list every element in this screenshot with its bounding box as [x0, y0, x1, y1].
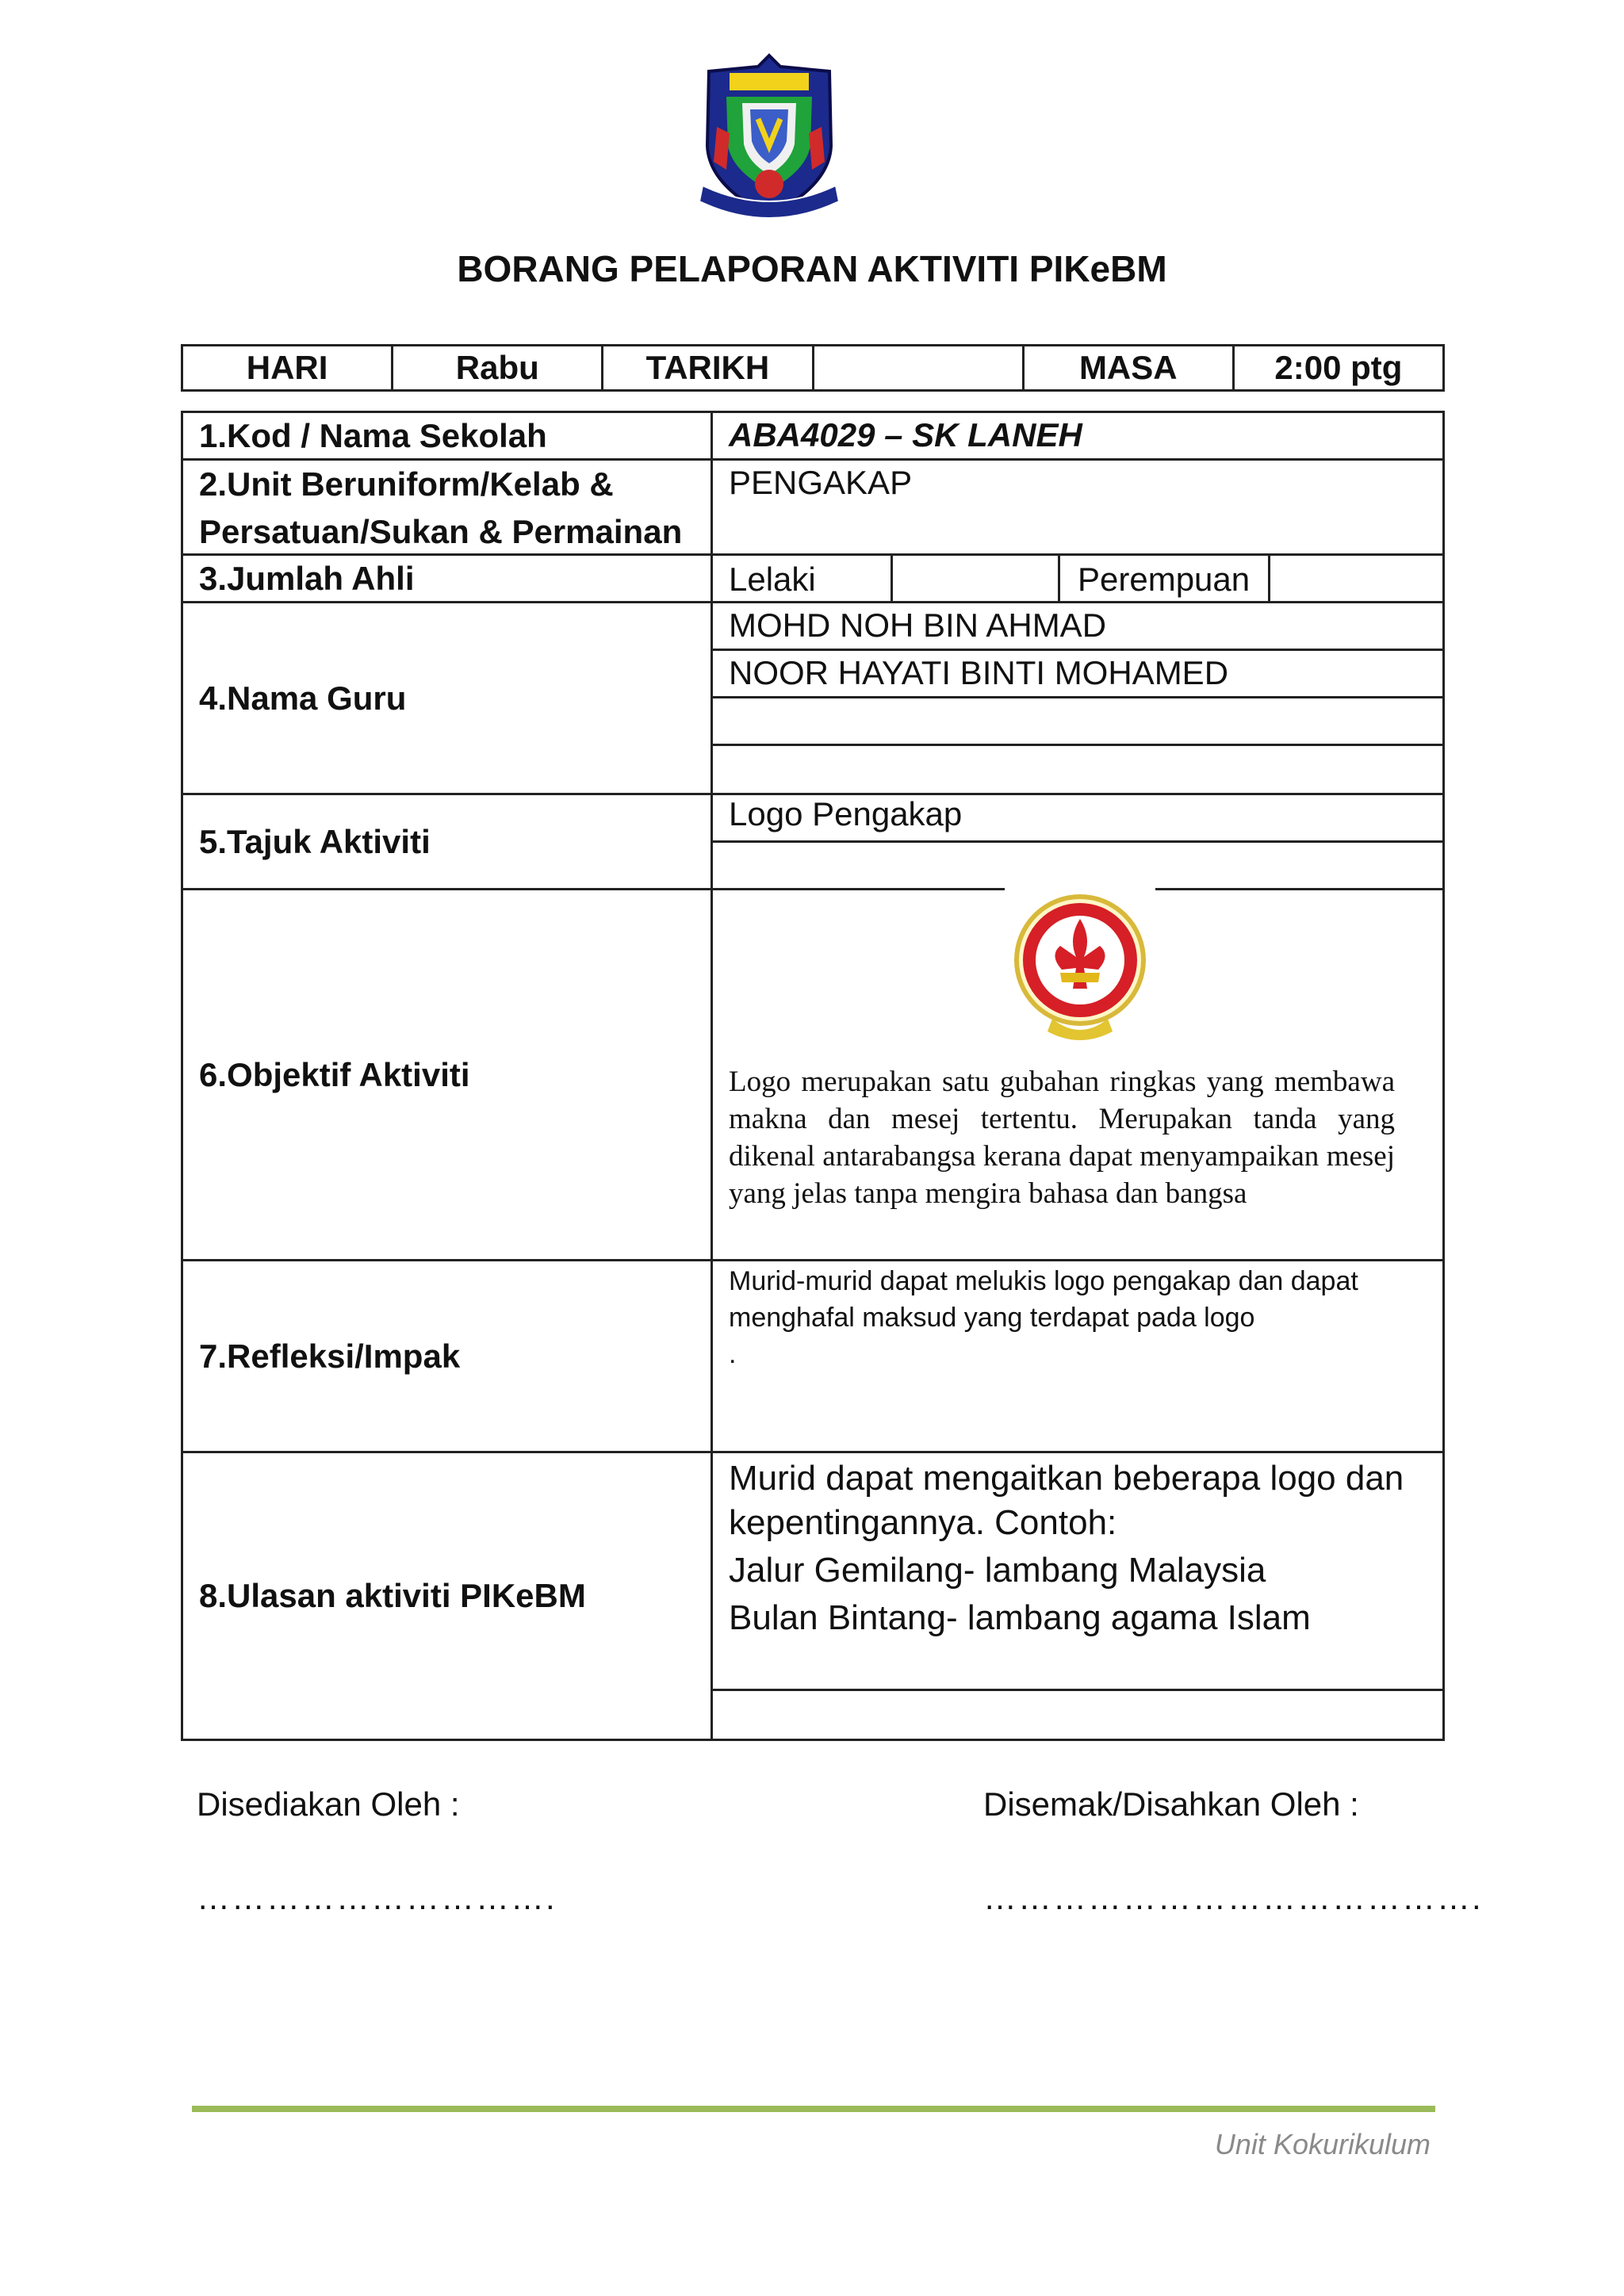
row-nama-guru [183, 603, 1442, 795]
guru-name-1[interactable]: MOHD NOH BIN AHMAD [729, 607, 1107, 644]
row-unit [183, 461, 1442, 556]
kod-sekolah-label: 1.Kod / Nama Sekolah [183, 413, 713, 458]
lelaki-value[interactable] [891, 556, 1060, 601]
refleksi-bullet: . [729, 1339, 737, 1369]
tarikh-value[interactable] [814, 346, 1025, 389]
verified-by-label: Disemak/Disahkan Oleh : [983, 1785, 1359, 1823]
ulasan-line-4[interactable]: Bulan Bintang- lambang agama Islam [729, 1598, 1311, 1637]
row-objektif [183, 890, 1442, 1261]
lelaki-label: Lelaki [729, 561, 816, 598]
masa-value[interactable]: 2:00 ptg [1274, 349, 1403, 386]
hari-label: HARI [183, 346, 393, 389]
tajuk-aktiviti-label: 5.Tajuk Aktiviti [183, 795, 713, 888]
hari-value[interactable]: Rabu [393, 346, 603, 389]
perempuan-value[interactable] [1268, 556, 1442, 601]
ulasan-line-2[interactable]: kepentingannya. Contoh: [729, 1503, 1117, 1542]
unit-label: 2.Unit Beruniform/Kelab & Persatuan/Sukan & Permainan [183, 461, 713, 553]
footer-text: Unit Kokurikulum [1214, 2128, 1431, 2160]
objektif-label: 6.Objektif Aktiviti [183, 890, 713, 1259]
row-tajuk-aktiviti [183, 795, 1442, 890]
ulasan-label: 8.Ulasan aktiviti PIKeBM [183, 1453, 713, 1739]
ulasan-line-3[interactable]: Jalur Gemilang- lambang Malaysia [729, 1551, 1266, 1590]
unit-value[interactable]: PENGAKAP [729, 464, 913, 501]
report-table [181, 411, 1445, 1741]
footer-divider [192, 2106, 1435, 2112]
nama-guru-label: 4.Nama Guru [183, 603, 713, 793]
kod-sekolah-value[interactable]: ABA4029 – SK LANEH [729, 416, 1082, 453]
jumlah-ahli-label: 3.Jumlah Ahli [183, 556, 713, 601]
objektif-text[interactable]: Logo merupakan satu gubahan ringkas yang membawa makna dan mesej tertentu. Merupakan tanda yang dikenal antarabangsa kerana dapat menyampaikan mesej yang jelas tanpa mengira bahasa dan bangsa [729, 1066, 1395, 1210]
header-table [181, 344, 1445, 392]
row-ulasan [183, 1453, 1442, 1739]
row-refleksi [183, 1261, 1442, 1453]
row-kod-sekolah [183, 413, 1442, 461]
tajuk-aktiviti-value[interactable]: Logo Pengakap [729, 795, 963, 832]
row-jumlah-ahli [183, 556, 1442, 603]
perempuan-label: Perempuan [1078, 561, 1251, 598]
refleksi-text[interactable]: Murid-murid dapat melukis logo pengakap dan dapat menghafal maksud yang terdapat pada logo [729, 1266, 1358, 1333]
prepared-by-label: Disediakan Oleh : [197, 1785, 460, 1823]
refleksi-label: 7.Refleksi/Impak [183, 1261, 713, 1451]
masa-label: MASA [1025, 346, 1235, 389]
verified-by-signature-line[interactable]: ……………………………………. [983, 1879, 1483, 1916]
ulasan-line-1[interactable]: Murid dapat mengaitkan beberapa logo dan [729, 1459, 1404, 1498]
guru-name-2[interactable]: NOOR HAYATI BINTI MOHAMED [729, 654, 1229, 691]
tarikh-label: TARIKH [603, 346, 814, 389]
school-crest-logo [695, 51, 844, 233]
prepared-by-signature-line[interactable]: …………………………. [197, 1879, 557, 1916]
scout-emblem-logo [1005, 890, 1155, 1046]
page-title: BORANG PELAPORAN AKTIVITI PIKeBM [457, 248, 1167, 289]
